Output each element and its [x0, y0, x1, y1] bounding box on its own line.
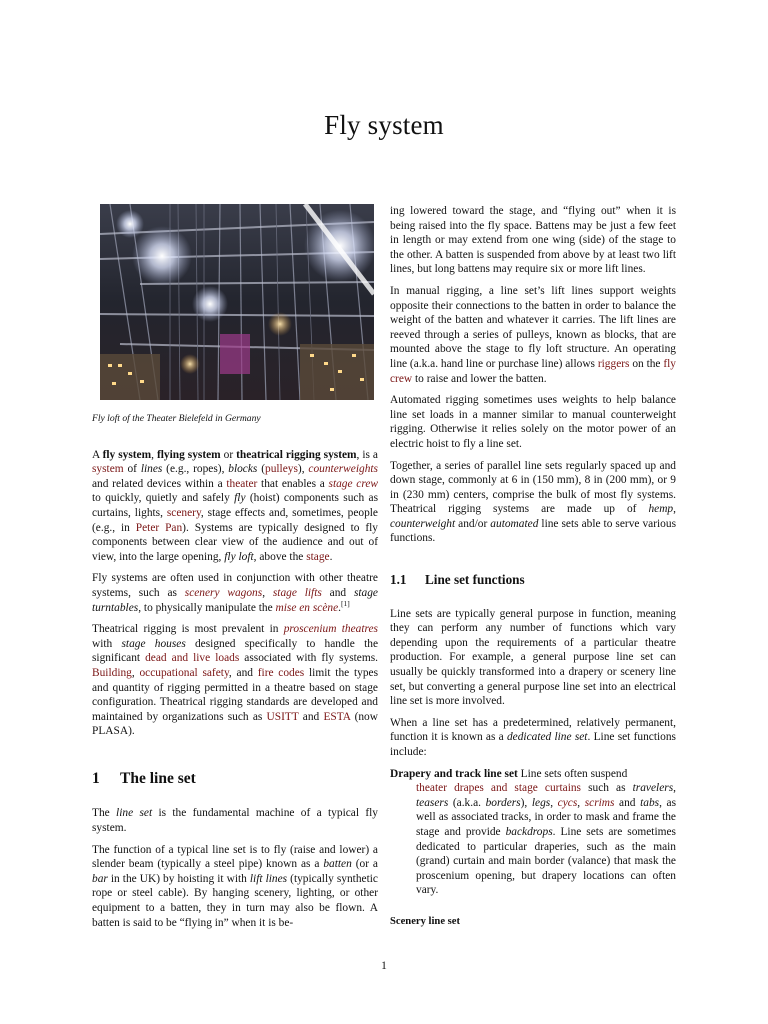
citation-1[interactable]: [1]: [340, 598, 350, 608]
paragraph-automated-rigging: Automated rigging sometimes uses weights to help balance line set loads in a manner similar to manual counterweight rigging. Otherwise it relies solely on the motor power of an electric hoist to fly a line set.: [390, 394, 676, 450]
paragraph-theatrical-rigging: Theatrical rigging is most prevalent in proscenium theatres with stage houses designed specifically to handle the significant dead and live loads associated with fly systems. Building, occupational safety, and fire codes limit the types and quantity of rigging permitted in a theatre based on stage configuration. Theatrical rigging standards are developed and maintained by organizations such as USITT and ESTA (now PLASA).: [92, 623, 379, 738]
link-theater[interactable]: theater: [226, 477, 258, 490]
paragraph-general-purpose: Line sets are typically general purpose in function, meaning they can perform any number of functions which vary depending upon the requirements of a particular theatre production. For example, a general purpose line set can usually be quickly transformed into a drapery or scenery line set, but converting a general purpose line set into an electrical line set is more involved.: [390, 607, 676, 708]
subsubsection-heading-scenery: Scenery line set: [390, 915, 461, 927]
link-occupational-safety[interactable]: occupational safety: [139, 666, 229, 679]
fly-loft-photo: [100, 204, 374, 400]
link-peter-pan[interactable]: Peter Pan: [135, 521, 183, 534]
link-fire-codes[interactable]: fire codes: [257, 666, 305, 679]
intro-paragraph: A fly system, flying system or theatrical rigging system, is a system of lines (e.g., ropes), blocks (pulleys), counterweights and related devices within a theater that enables a stage crew to quickly, quietly and safely fly (hoist) components such as curtains, lights, scenery, stage effects and, sometimes, people (e.g., in Peter Pan). Systems are typically designed to fly components between clear view of the audience and out of view, into the large opening, fly loft, above the stage.: [92, 448, 379, 563]
paragraph-flying-continued: ing lowered toward the stage, and “flying out” when it is being raised into the fly space. Battens may be just a few feet in length or may extend from one wing (side) of the stage to the other. A batten is suspended from above by at least two lift lines, but long battens may require six or more lift lines.: [390, 205, 676, 276]
link-counterweights[interactable]: counterweights: [308, 463, 378, 476]
paragraph-dedicated-line-set: When a line set has a predetermined, relatively permanent, function it is known as a dedicated line set. Line set functions include:: [390, 716, 676, 758]
paragraph-fly-systems: Fly systems are often used in conjunction with other theatre systems, such as scenery wagons, stage lifts and stage turntables, to physically manipulate the mise en scène.[1]: [92, 572, 378, 614]
section-heading-line-set: 1 The line set: [92, 769, 196, 787]
left-column: [92, 204, 378, 937]
figure-caption: Fly loft of the Theater Bielefeld in Germany: [92, 413, 261, 424]
right-column: [390, 204, 676, 930]
link-mise-en-scene[interactable]: mise en scène: [275, 601, 339, 614]
paragraph-line-set-function: The function of a typical line set is to fly (raise and lower) a slender beam (typically a steel pipe) known as a batten (or a bar in the UK) by hoisting it with lift lines (typically synthetic rope or steel cable). By hanging scenery, lighting, or other equipment to a batten, they in turn may also be flown. A batten is said to be “flying in” when it is be-: [92, 843, 378, 929]
page-number: 1: [381, 960, 387, 972]
paragraph-line-set-intro: The line set is the fundamental machine of a typical fly system.: [92, 807, 378, 835]
link-cycs[interactable]: cycs: [557, 796, 578, 809]
link-stage[interactable]: stage: [306, 550, 330, 563]
link-esta[interactable]: ESTA: [323, 710, 351, 723]
link-theater-drapes[interactable]: theater drapes and stage curtains: [416, 782, 581, 795]
link-scrims[interactable]: scrims: [584, 796, 615, 809]
definition-drapery-track: Drapery and track line set Line sets often suspend theater drapes and stage curtains such as travelers, teasers (a.k.a. borders), legs, cycs, scrims and tabs, as well as associated tracks, in order to mask and frame the stage and provide backdrops. Line sets are sometimes dedicated to particular draperies, such as the main (grand) curtain and main border (valance) that mask the proscenium opening, but drapery locations can often vary.: [390, 767, 676, 897]
link-scenery[interactable]: scenery: [166, 506, 201, 519]
definition-body: theater drapes and stage curtains such as travelers, teasers (a.k.a. borders), legs, cycs, scrims and tabs, as well as associated tracks, in order to mask and frame the stage and provide backdrops. Line sets are sometimes dedicated to particular draperies, such as the main (grand) curtain and main border (valance) that mask the proscenium opening, but drapery locations can often vary.: [416, 782, 676, 897]
page-title: Fly system: [324, 110, 444, 140]
link-pulleys[interactable]: pulleys: [265, 463, 298, 476]
link-dead-and-live-loads[interactable]: dead and live loads: [145, 652, 240, 665]
paragraph-parallel-line-sets: Together, a series of parallel line sets regularly spaced up and down stage, commonly at 6 in (150 mm), 8 in (200 mm), or 9 in (230 mm) centers, comprise the bulk of most fly systems. Theatrical rigging systems are made up of hemp, counterweight and/or automated line sets able to serve various functions.: [390, 459, 677, 545]
link-building[interactable]: Building: [92, 666, 132, 679]
link-fly-crew[interactable]: fly crew: [390, 357, 676, 385]
definition-term: Drapery and track line set: [390, 767, 518, 780]
link-scenery-wagons[interactable]: scenery wagons: [184, 586, 263, 599]
link-proscenium-theatres[interactable]: proscenium theatres: [283, 623, 378, 636]
link-system[interactable]: system: [92, 463, 124, 476]
link-usitt[interactable]: USITT: [266, 710, 299, 723]
link-riggers[interactable]: riggers: [597, 357, 630, 370]
link-stage-lifts[interactable]: stage lifts: [272, 586, 322, 599]
subsection-heading-line-set-functions: 1.1 Line set functions: [390, 572, 525, 588]
fly-loft-image: [100, 204, 374, 400]
link-stage-crew[interactable]: stage crew: [328, 477, 378, 490]
paragraph-manual-rigging: In manual rigging, a line set’s lift lines support weights opposite their connections to the batten in order to balance the weight of the batten and whatever it carries. The lift lines are reeved through a series of pulleys, known as blocks, that are mounted above the stage to fly loft structure. An operating line (a.k.a. hand line or purchase line) allows riggers on the fly crew to raise and lower the batten.: [390, 284, 676, 385]
